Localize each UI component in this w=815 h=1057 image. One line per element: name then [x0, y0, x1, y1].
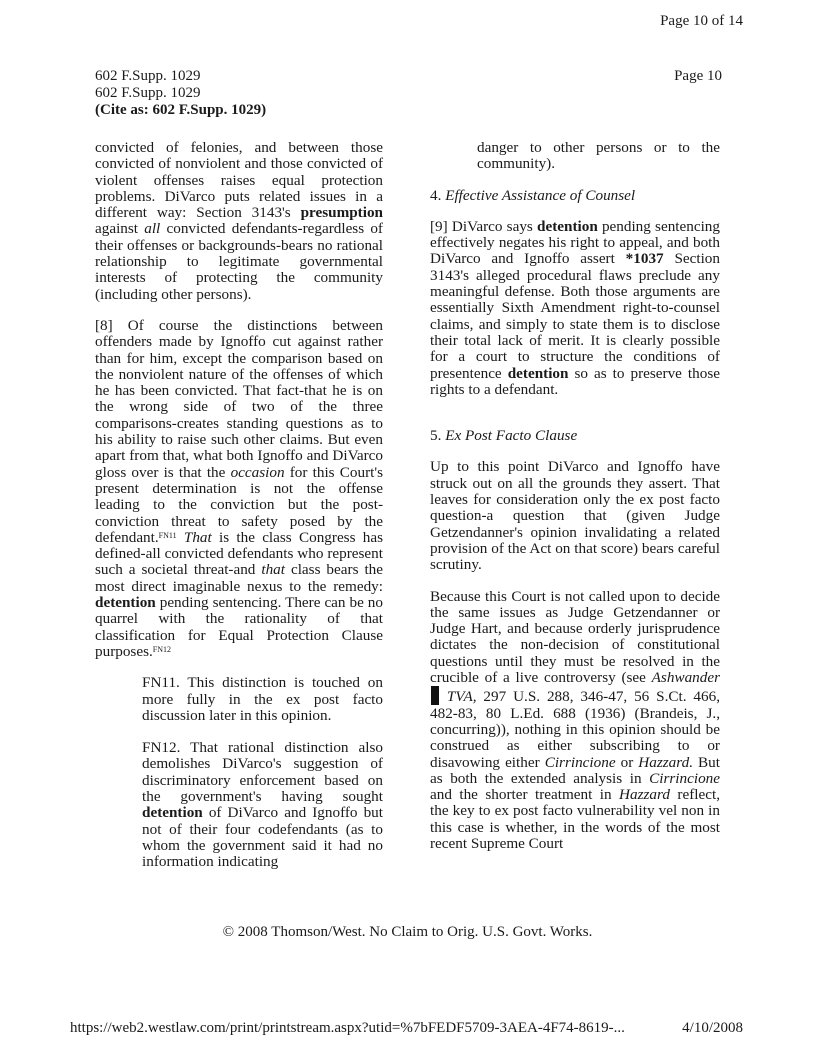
page-label: Page 10	[674, 68, 722, 84]
citation-line: 602 F.Supp. 1029	[95, 85, 201, 101]
keycite-flag-icon[interactable]	[431, 686, 439, 705]
case-link[interactable]: Ashwander	[651, 669, 720, 687]
footnote-ref-fn12[interactable]: FN12	[152, 644, 172, 654]
paragraph-9: [9] DiVarco says detention pending sentencing effectively negates his right to appeal, and both DiVarco and Ignoffo assert *1037 Section 3143's alleged procedural flaws preclude any meaningful defense. Both those arguments are essentially Sixth Amendment right-to-counsel claims, and simply to state them is to disclose their total lack of merit. It is clearly possible for a court to structure the conditions of presentence detention so as to preserve those rights to a defendant.	[430, 217, 720, 398]
section-heading-4: 4. Effective Assistance of Counsel	[430, 186, 636, 204]
paragraph-8: [8] Of course the distinctions between offenders made by Ignoffo cut against rather than for him, except the comparison based on the nonviolent nature of the offenses of which he has been convicted. That fact-that he is on the wrong side of two of the three comparisons-creates standing questions as to his ability to raise such other claims. But even apart from that, what both Ignoffo and DiVarco gloss over is that the occasion for this Court's present determination is not the offense leading to the conviction but the post-conviction threat to safety posed by the defendant.$^{FN11}$ That is the class Congress has defined-all convicted defendants who represent such a societal threat-and that class bears the most direct imaginable nexus to the remedy: detention pending sentencing. There can be no quarrel with the rationality of that classification for Equal Protection Clause purposes.$^{FN12}$	[95, 316, 384, 660]
copyright-notice: © 2008 Thomson/West. No Claim to Orig. U.S. Govt. Works.	[222, 924, 593, 940]
footnote-fn12: FN12. That rational distinction also demolishes DiVarco's suggestion of discriminatory enforcement based on the government's having sought detention of DiVarco and Ignoffo but not of their four codefendants (as to whom the government said it had no information indicating	[142, 739, 383, 871]
star-page: *1037	[625, 250, 664, 268]
footnote-ref-fn11[interactable]: FN11	[158, 530, 177, 540]
paragraph: Because this Court is not called upon to decide the same issues as Judge Getzendanner or Judge Hart, and because orderly jurisprudence dictates the non-decision of constitutional questions until they must be resolved in the crucible of a live controversy (see Ashwander TVA, 297 U.S. 288, 346-47, 56 S.Ct. 466, 482-83, 80 L.Ed. 688 (1936) (Brandeis, J., concurring)), nothing in this opinion should be construed as either subscribing to or disavowing either Cirrincione or Hazzard. But as both the extended analysis in Cirrincione and the shorter treatment in Hazzard reflect, the key to ex post facto vulnerability vel non in this case is whether, in the words of the most recent Supreme Court	[430, 587, 720, 852]
footnote-fn11: FN11. This distinction is touched on more fully in the ex post facto discussion later in this opinion.	[142, 674, 383, 724]
right-column	[430, 140, 720, 852]
section-heading-5: 5. Ex Post Facto Clause	[430, 427, 578, 445]
citation-block	[95, 68, 266, 119]
footer-url[interactable]: https://web2.westlaw.com/print/printstream.aspx?utid=%7bFEDF5709-3AEA-4F74-8619-...	[70, 1020, 625, 1036]
paragraph: convicted of felonies, and between those convicted of nonviolent and those convicted of violent offenses raises equal protection problems. DiVarco puts related issues in a different way: Section 3143's presumption against all convicted defendants-regardless of their offenses or backgrounds-bears no rational relationship to legitimate governmental interests of protecting the community (including other persons).	[95, 139, 383, 303]
paragraph: Up to this point DiVarco and Ignoffo have struck out on all the grounds they assert. That leaves for consideration only the ex post facto question-a question that (given Judge Getzendanner's opinion invalidating a related provision of the Act on that score) bears careful scrutiny.	[430, 458, 720, 574]
page-count: Page 10 of 14	[660, 13, 743, 29]
cite-as: (Cite as: 602 F.Supp. 1029)	[95, 102, 267, 118]
paragraph-continuation: danger to other persons or to the community).	[477, 139, 720, 173]
citation-line: 602 F.Supp. 1029	[95, 68, 201, 84]
footer-date: 4/10/2008	[682, 1020, 743, 1036]
left-column	[95, 140, 383, 870]
